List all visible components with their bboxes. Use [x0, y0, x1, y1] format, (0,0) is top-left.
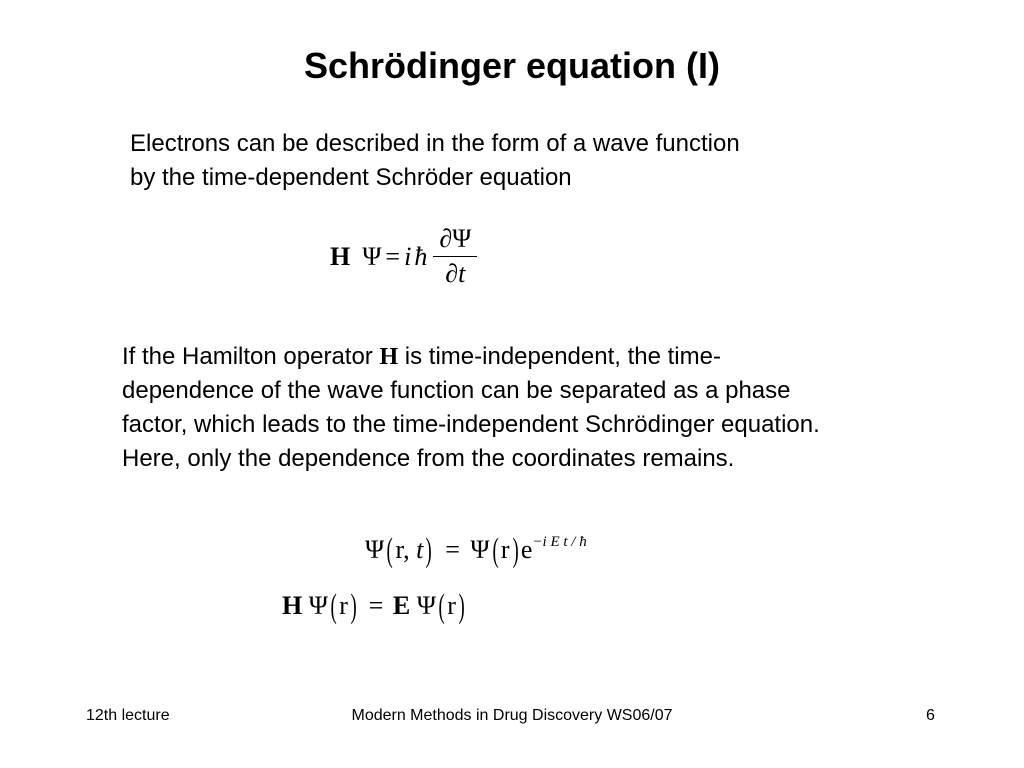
phase-exponent: −i E t / ħ	[532, 534, 587, 550]
paragraph-text-start: If the Hamilton operator	[122, 343, 380, 370]
hamilton-operator-symbol: H	[282, 591, 303, 620]
paragraph-text-end: is time-independent, the time-dependence of the wave function can be separated as a phase factor, which leads to the time-independent Schrödinger equation. Here, only the dependence from the coordinates remains.	[122, 343, 820, 472]
phase-separation-equation	[365, 532, 587, 570]
hamiltonian-paragraph	[122, 340, 842, 476]
psi-symbol: Ψ	[365, 535, 385, 564]
imaginary-unit: i	[404, 241, 412, 271]
partial-derivative-fraction	[433, 222, 477, 291]
intro-paragraph: Electrons can be described in the form of a wave function by the time-dependent Schröder equation	[130, 130, 740, 191]
close-paren: )	[425, 532, 433, 569]
fraction-denominator: ∂t	[445, 259, 466, 288]
open-paren: (	[386, 532, 393, 569]
close-paren: )	[350, 588, 357, 625]
footer-lecture-label: 12th lecture	[86, 707, 170, 724]
fraction-numerator: ∂Ψ	[439, 224, 472, 253]
equals-sign: =	[368, 591, 384, 620]
exponential-base: e	[520, 535, 533, 564]
time-dependent-schrodinger-equation	[330, 222, 477, 291]
inline-hamilton-operator: H	[379, 344, 399, 370]
energy-symbol: E	[392, 591, 411, 620]
close-paren: )	[458, 588, 465, 625]
close-paren: )	[512, 532, 519, 569]
equals-sign: =	[385, 241, 401, 271]
footer-course-title: Modern Methods in Drug Discovery WS06/07	[351, 707, 673, 724]
position-argument: r	[447, 591, 456, 620]
time-independent-schrodinger-equation	[282, 588, 467, 626]
open-paren: (	[438, 588, 445, 625]
hbar-symbol: ħ	[414, 241, 428, 271]
position-argument: r,	[395, 535, 417, 564]
equals-sign: =	[445, 535, 460, 564]
psi-symbol: Ψ	[470, 535, 490, 564]
psi-symbol: Ψ	[308, 591, 328, 620]
position-argument: r	[500, 535, 510, 564]
open-paren: (	[492, 532, 499, 569]
slide-title: Schrödinger equation (I)	[303, 45, 720, 86]
footer-page-number: 6	[926, 707, 935, 724]
hamilton-operator-symbol: H	[330, 241, 351, 271]
open-paren: (	[330, 588, 337, 625]
time-argument: t	[416, 535, 424, 564]
psi-symbol: Ψ	[416, 591, 436, 620]
psi-symbol: Ψ	[362, 241, 382, 271]
position-argument: r	[339, 591, 348, 620]
